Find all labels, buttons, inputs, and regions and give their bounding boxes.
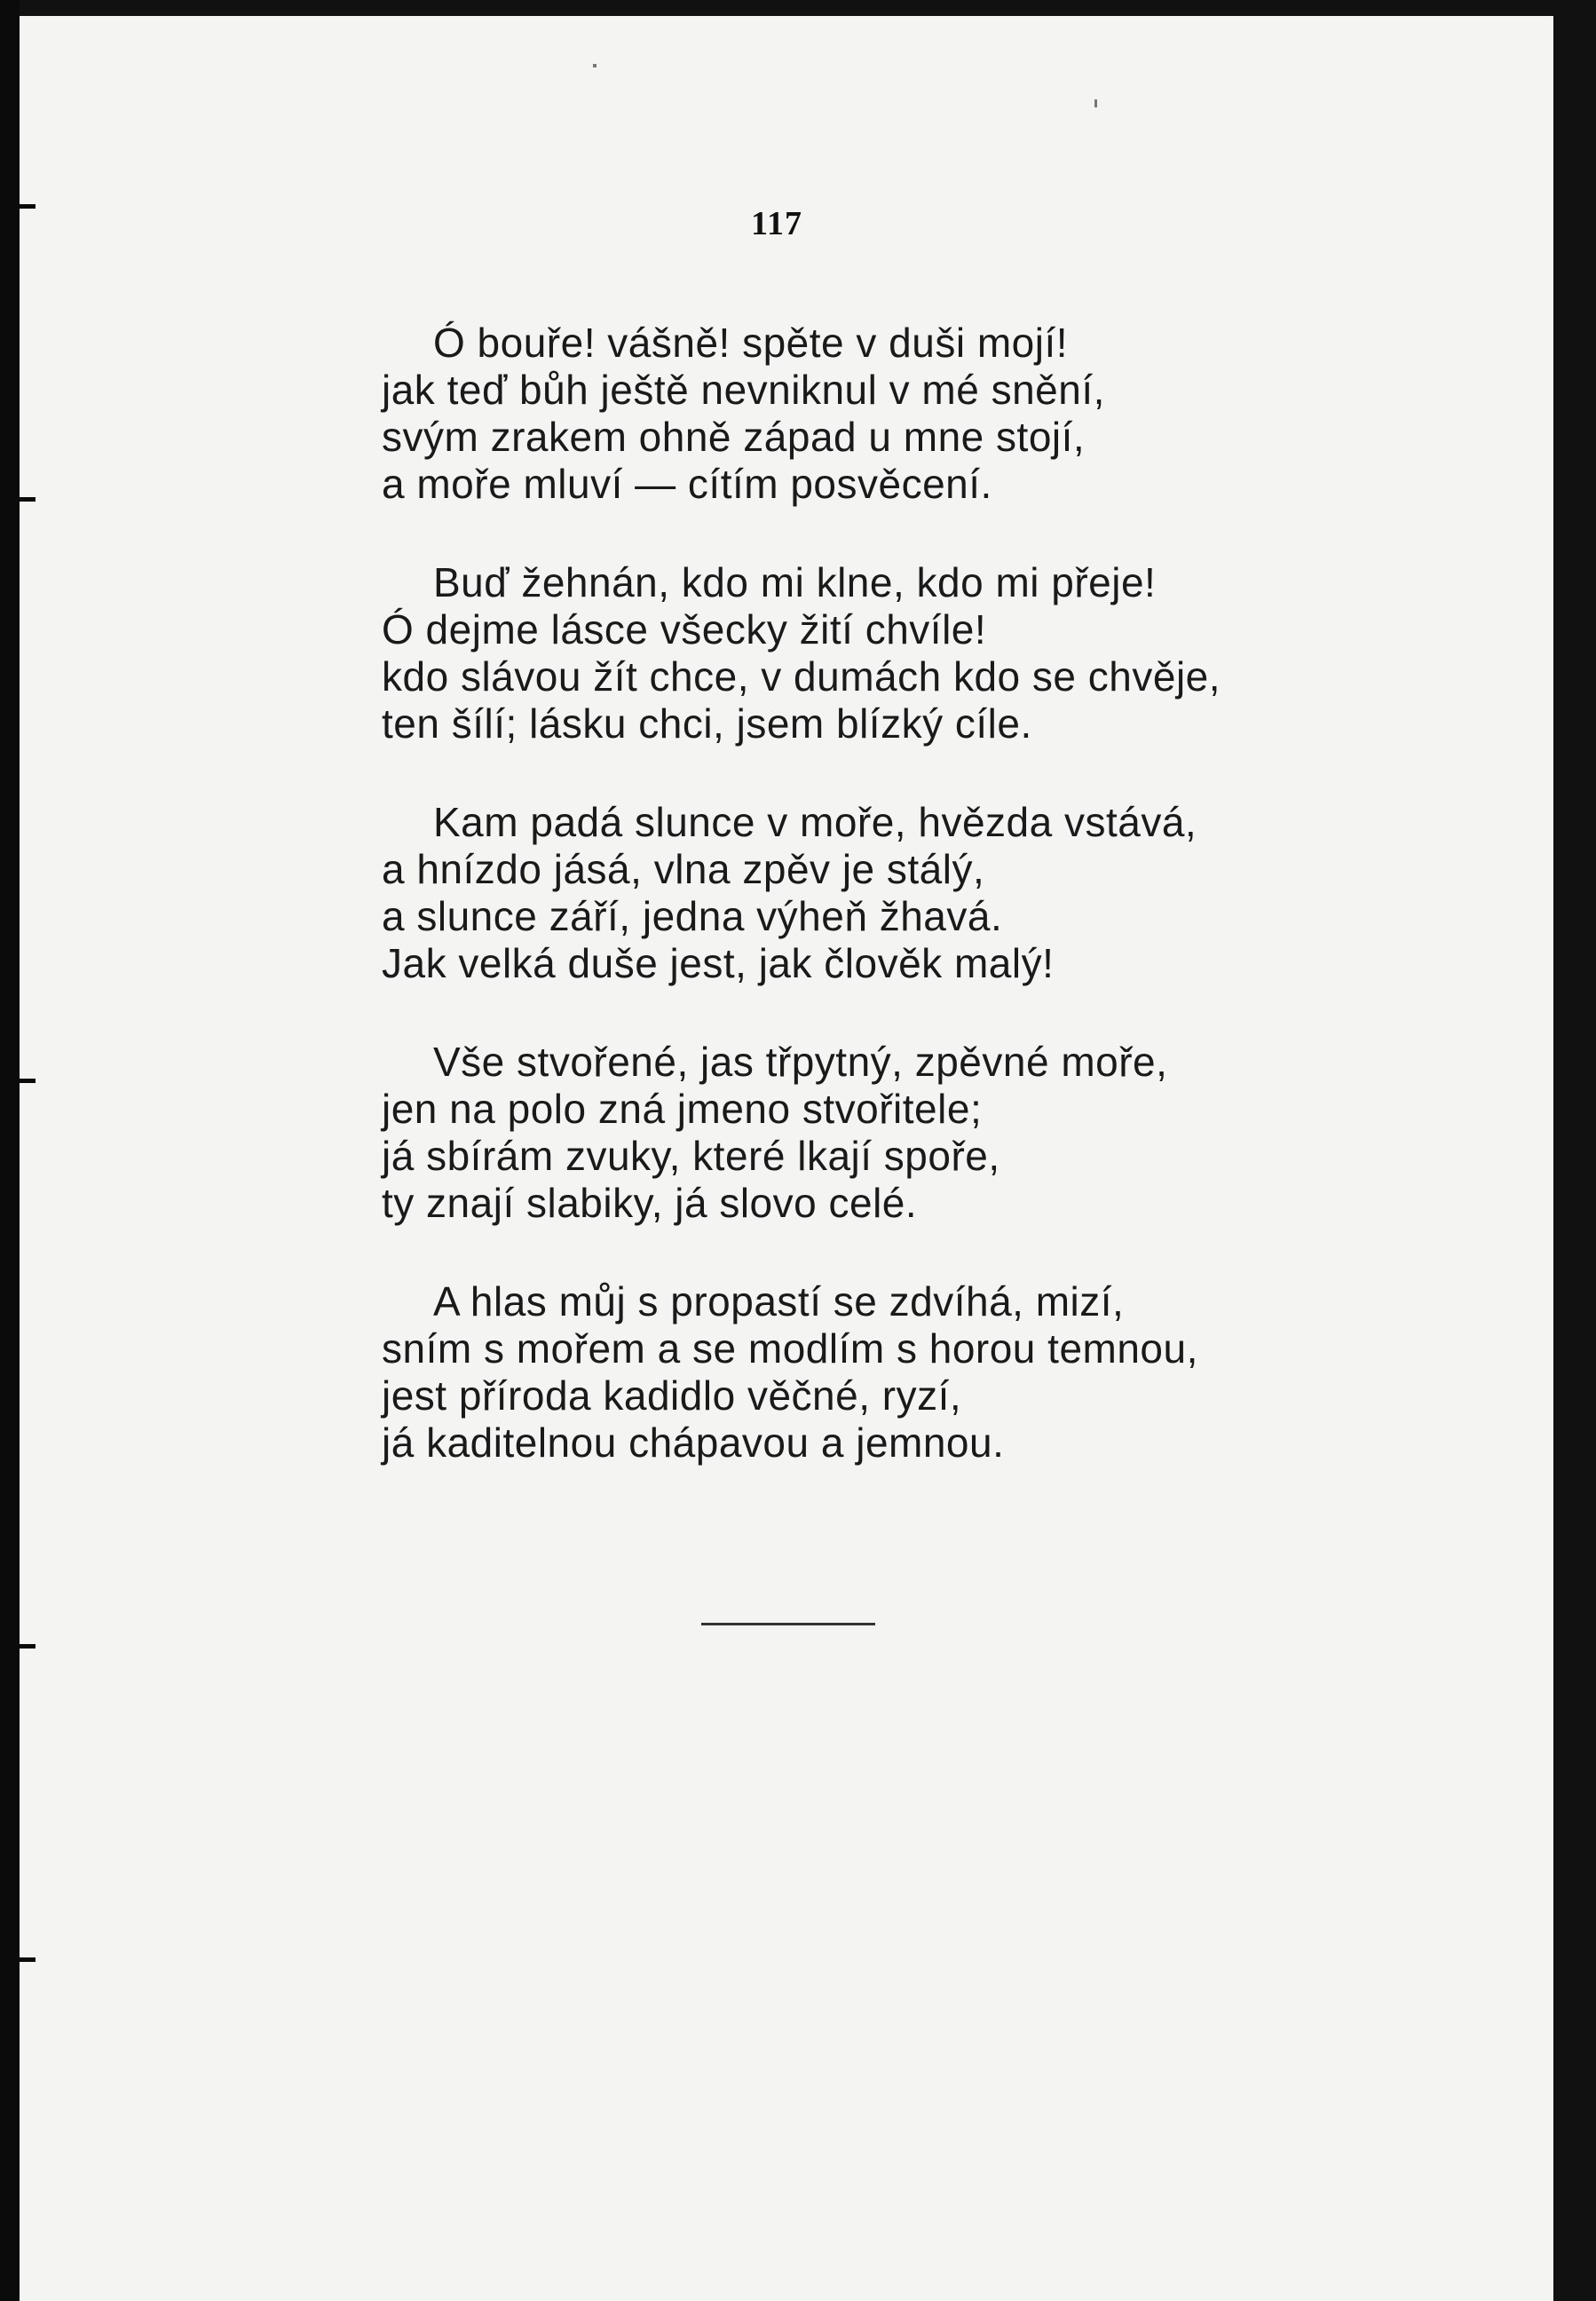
verse-line: a moře mluví — cítím posvěcení.: [382, 461, 992, 507]
binding-mark: [0, 1644, 36, 1649]
verse-line: já kaditelnou chápavou a jemnou.: [382, 1419, 1005, 1466]
verse-line: A hlas můj s propastí se zdvíhá, mizí,: [433, 1278, 1125, 1324]
verse-line: ten šílí; lásku chci, jsem blízký cíle.: [382, 700, 1032, 747]
stanza-3: [382, 799, 1269, 987]
end-rule: [701, 1623, 875, 1625]
dust-speck: [593, 64, 597, 67]
stanza-4: [382, 1039, 1269, 1227]
verse-line: jen na polo zná jmeno stvořitele;: [382, 1086, 983, 1132]
page-number: 117: [751, 205, 802, 242]
binding-edge: [0, 0, 20, 2301]
poem: [382, 320, 1269, 1518]
dust-speck: [1094, 99, 1097, 107]
verse-line: Kam padá slunce v moře, hvězda vstává,: [433, 799, 1197, 845]
binding-mark: [0, 1079, 36, 1083]
verse-line: já sbírám zvuky, které lkají spoře,: [382, 1133, 1000, 1179]
binding-mark: [0, 1957, 36, 1962]
verse-line: Ó bouře! vášně! spěte v duši mojí!: [433, 320, 1069, 366]
verse-line: Vše stvořené, jas třpytný, zpěvné moře,: [433, 1039, 1168, 1085]
binding-mark: [0, 497, 36, 502]
scan-right-edge: [1553, 0, 1596, 2301]
verse-line: a hnízdo jásá, vlna zpěv je stálý,: [382, 846, 985, 892]
verse-line: a slunce září, jedna výheň žhavá.: [382, 893, 1003, 939]
verse-line: sním s mořem a se modlím s horou temnou,: [382, 1325, 1198, 1372]
stanza-2: [382, 559, 1269, 747]
verse-line: ty znají slabiky, já slovo celé.: [382, 1180, 918, 1226]
verse-line: Ó dejme lásce všecky žití chvíle!: [382, 606, 987, 652]
stanza-1: [382, 320, 1269, 508]
stanza-5: [382, 1278, 1269, 1467]
verse-line: Jak velká duše jest, jak člověk malý!: [382, 940, 1055, 986]
verse-line: svým zrakem ohně západ u mne stojí,: [382, 414, 1086, 460]
verse-line: jak teď bůh ještě nevniknul v mé snění,: [382, 367, 1105, 413]
verse-line: jest příroda kadidlo věčné, ryzí,: [382, 1372, 962, 1419]
verse-line: Buď žehnán, kdo mi klne, kdo mi přeje!: [433, 559, 1157, 605]
verse-line: kdo slávou žít chce, v dumách kdo se chvěje,: [382, 653, 1221, 700]
